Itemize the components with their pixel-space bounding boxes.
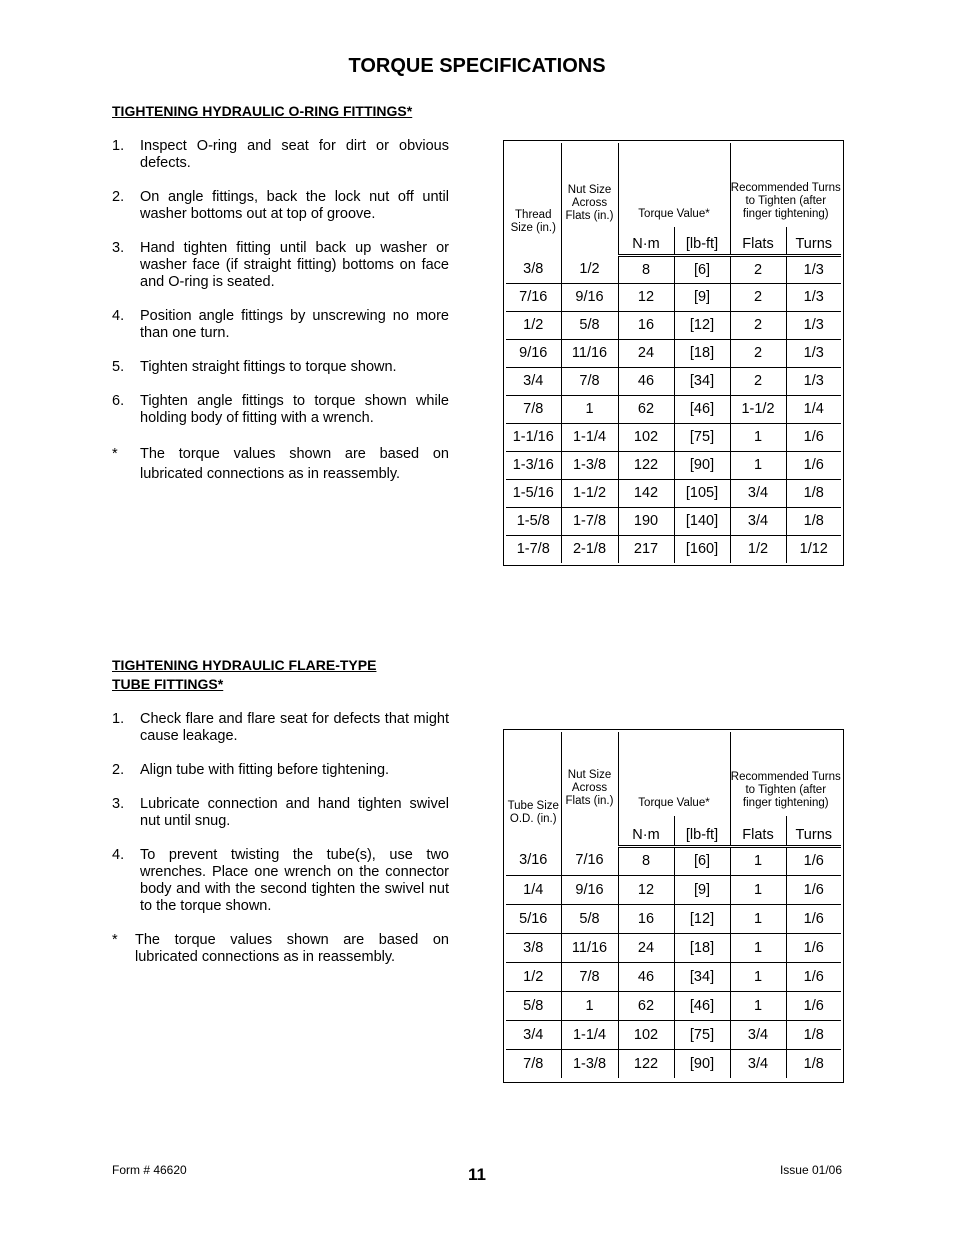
col-header-thread-size: Thread Size (in.)	[510, 209, 556, 234]
table-cell: [90]	[674, 1049, 730, 1078]
step-text: Position angle fittings by unscrewing no more than one turn.	[140, 308, 449, 341]
table-row	[506, 846, 841, 875]
issue-date: Issue 01/06	[779, 1163, 842, 1177]
table-cell: 1/4	[506, 875, 561, 904]
table-cell: [34]	[674, 962, 730, 991]
table-cell: 16	[618, 904, 674, 933]
table-row	[506, 423, 841, 451]
table-cell: 1/6	[786, 875, 841, 904]
flare-heading-line-2: TUBE FITTINGS*	[112, 676, 224, 692]
table-cell: [6]	[674, 846, 730, 875]
table-cell: 1/2	[561, 255, 618, 283]
table-cell: 1	[730, 933, 786, 962]
table-cell: 1/3	[786, 367, 841, 395]
table-cell: [18]	[674, 933, 730, 962]
oring-table-body	[506, 255, 841, 563]
table-cell: 7/16	[561, 846, 618, 875]
table-cell: 24	[618, 933, 674, 962]
table-cell: 1/6	[786, 962, 841, 991]
step-text: To prevent twisting the tube(s), use two wrenches. Place one wrench on the connector body and with the second tighten the swivel nut to the torque shown.	[140, 847, 449, 914]
page-title: TORQUE SPECIFICATIONS	[348, 55, 606, 77]
table-cell: 3/4	[730, 479, 786, 507]
flare-heading	[112, 656, 376, 694]
table-cell: 46	[618, 367, 674, 395]
step-number: 6.	[112, 393, 125, 409]
table-cell: [9]	[674, 283, 730, 311]
table-row	[506, 875, 841, 904]
table-cell: 16	[618, 311, 674, 339]
table-cell: 3/4	[730, 1049, 786, 1078]
step-text: On angle fittings, back the lock nut off until washer bottoms out at top of groove.	[140, 189, 449, 222]
table-cell: 1-7/8	[506, 535, 561, 563]
table-row	[506, 339, 841, 367]
table-cell: 11/16	[561, 933, 618, 962]
table-cell: 122	[618, 1049, 674, 1078]
sub-header-nm: N·m	[618, 227, 674, 255]
table-cell: [140]	[674, 507, 730, 535]
table-cell: 1-1/2	[561, 479, 618, 507]
note-text: The torque values shown are based on lubricated connections as in reassembly.	[140, 446, 449, 482]
table-cell: 5/16	[506, 904, 561, 933]
table-cell: 7/8	[561, 962, 618, 991]
flare-note	[112, 932, 449, 966]
oring-torque-table	[503, 140, 844, 566]
table-row	[506, 1020, 841, 1049]
oring-note	[112, 444, 449, 484]
table-cell: 1-3/16	[506, 451, 561, 479]
table-cell: 1/6	[786, 991, 841, 1020]
table-cell: 1/6	[786, 423, 841, 451]
table-cell: 217	[618, 535, 674, 563]
col-header-recommended-turns: Recommended Turns to Tighten (after finger tightening)	[730, 732, 841, 816]
table-cell: 9/16	[561, 283, 618, 311]
flare-steps	[112, 711, 449, 966]
table-cell: 1-1/2	[730, 395, 786, 423]
table-cell: 1/3	[786, 339, 841, 367]
table-cell: [90]	[674, 451, 730, 479]
step-number: 1.	[112, 711, 125, 727]
table-cell: [75]	[674, 1020, 730, 1049]
table-cell: [105]	[674, 479, 730, 507]
table-cell: 1-5/8	[506, 507, 561, 535]
table-cell: 1/2	[506, 962, 561, 991]
table-cell: 2	[730, 367, 786, 395]
oring-step-4	[112, 308, 449, 342]
table-cell: 1/6	[786, 451, 841, 479]
table-row	[506, 479, 841, 507]
flare-step-2	[112, 762, 449, 779]
table-cell: [46]	[674, 395, 730, 423]
table-cell: 24	[618, 339, 674, 367]
table-cell: 8	[618, 255, 674, 283]
table-cell: 5/8	[561, 904, 618, 933]
table-cell: 1/8	[786, 507, 841, 535]
sub-header-flats: Flats	[730, 816, 786, 846]
table-cell: 1-3/8	[561, 1049, 618, 1078]
table-cell: [12]	[674, 311, 730, 339]
table-cell: 1	[730, 904, 786, 933]
table-cell: 1/6	[786, 904, 841, 933]
table-row	[506, 367, 841, 395]
table-cell: 1-5/16	[506, 479, 561, 507]
table-cell: 1-1/16	[506, 423, 561, 451]
table-cell: [75]	[674, 423, 730, 451]
table-cell: 1	[730, 451, 786, 479]
table-cell: [12]	[674, 904, 730, 933]
oring-steps	[112, 138, 449, 484]
table-cell: 122	[618, 451, 674, 479]
step-number: 2.	[112, 189, 125, 205]
table-cell: 46	[618, 962, 674, 991]
table-cell: 3/8	[506, 933, 561, 962]
table-cell: 1/2	[730, 535, 786, 563]
table-cell: 1	[561, 991, 618, 1020]
table-cell: 1/8	[786, 1020, 841, 1049]
sub-header-turns: Turns	[786, 816, 841, 846]
table-row	[506, 451, 841, 479]
sub-header-turns: Turns	[786, 227, 841, 255]
table-cell: [18]	[674, 339, 730, 367]
flare-table	[506, 732, 841, 1078]
oring-step-2	[112, 189, 449, 223]
table-cell: 1-1/4	[561, 423, 618, 451]
table-row	[506, 933, 841, 962]
table-cell: 12	[618, 875, 674, 904]
table-cell: 1/2	[506, 311, 561, 339]
table-cell: 5/8	[506, 991, 561, 1020]
table-cell: 62	[618, 991, 674, 1020]
table-cell: 2	[730, 311, 786, 339]
table-cell: [6]	[674, 255, 730, 283]
step-text: Hand tighten fitting until back up washer or washer face (if straight fitting) bottoms on face and O-ring is seated.	[140, 240, 449, 290]
form-number: Form # 46620	[112, 1163, 187, 1177]
oring-step-6	[112, 393, 449, 427]
table-cell: 1/6	[786, 933, 841, 962]
flare-torque-table	[503, 729, 844, 1083]
table-cell: 1	[730, 991, 786, 1020]
table-cell: 9/16	[506, 339, 561, 367]
table-cell: [34]	[674, 367, 730, 395]
table-cell: 1	[561, 395, 618, 423]
table-cell: 3/8	[523, 260, 544, 277]
table-cell: 1/8	[786, 479, 841, 507]
step-number: 4.	[112, 847, 125, 863]
table-cell: 1	[730, 962, 786, 991]
table-cell: 8	[618, 846, 674, 875]
step-number: 4.	[112, 308, 125, 324]
step-text: Tighten angle fittings to torque shown while holding body of fitting with a wrench.	[140, 393, 449, 426]
table-row	[506, 904, 841, 933]
table-row	[506, 395, 841, 423]
step-number: 3.	[112, 240, 125, 256]
step-text: Tighten straight fittings to torque shown.	[140, 359, 397, 375]
table-cell: 1-3/8	[561, 451, 618, 479]
table-cell: 1/3	[786, 283, 841, 311]
table-cell: 2-1/8	[561, 535, 618, 563]
table-cell: 1/3	[786, 311, 841, 339]
page-number: 11	[468, 1165, 486, 1184]
table-cell: 9/16	[561, 875, 618, 904]
oring-table	[506, 143, 841, 563]
table-cell: 102	[618, 423, 674, 451]
step-number: 3.	[112, 796, 125, 812]
col-header-recommended-turns: Recommended Turns to Tighten (after finger tightening)	[730, 143, 841, 227]
sub-header-lbft: [lb-ft]	[674, 816, 730, 846]
table-row	[506, 283, 841, 311]
table-cell: [46]	[674, 991, 730, 1020]
table-cell: 1-1/4	[561, 1020, 618, 1049]
table-cell: 2	[730, 255, 786, 283]
table-cell: 2	[730, 339, 786, 367]
table-cell: 5/8	[561, 311, 618, 339]
col-header-nut-size: Nut Size Across Flats (in.)	[561, 143, 618, 255]
table-cell: 7/8	[506, 1049, 561, 1078]
flare-table-body	[506, 846, 841, 1078]
table-cell: 1-7/8	[561, 507, 618, 535]
table-cell: 3/4	[730, 1020, 786, 1049]
flare-step-3	[112, 796, 449, 830]
table-cell: 1/12	[786, 535, 841, 563]
col-header-torque-value: Torque Value*	[618, 143, 730, 227]
table-cell: 12	[618, 283, 674, 311]
step-text: Check flare and flare seat for defects that might cause leakage.	[140, 711, 449, 744]
oring-heading: TIGHTENING HYDRAULIC O-RING FITTINGS*	[112, 103, 413, 119]
table-cell: 11/16	[561, 339, 618, 367]
table-cell: 3/4	[506, 1020, 561, 1049]
table-cell: 1/4	[786, 395, 841, 423]
sub-header-nm: N·m	[618, 816, 674, 846]
step-number: 1.	[112, 138, 125, 154]
table-cell: 7/16	[506, 283, 561, 311]
oring-step-1	[112, 138, 449, 172]
table-cell: 7/8	[561, 367, 618, 395]
table-cell: 2	[730, 283, 786, 311]
table-cell: 3/16	[519, 852, 548, 869]
table-cell: 1	[730, 423, 786, 451]
note-asterisk: *	[112, 932, 118, 948]
note-asterisk: *	[112, 446, 118, 462]
table-cell: 1/3	[786, 255, 841, 283]
table-row	[506, 311, 841, 339]
table-row	[506, 962, 841, 991]
table-cell: 1/8	[786, 1049, 841, 1078]
table-cell: 62	[618, 395, 674, 423]
table-cell: 1/6	[786, 846, 841, 875]
table-cell: 3/4	[730, 507, 786, 535]
sub-header-lbft: [lb-ft]	[674, 227, 730, 255]
sub-header-flats: Flats	[730, 227, 786, 255]
table-row	[506, 255, 841, 283]
flare-step-4	[112, 847, 449, 915]
col-header-torque-value: Torque Value*	[618, 732, 730, 816]
oring-step-3	[112, 240, 449, 291]
table-cell: [9]	[674, 875, 730, 904]
step-number: 2.	[112, 762, 125, 778]
table-cell: [160]	[674, 535, 730, 563]
step-text: Align tube with fitting before tightening.	[140, 762, 390, 778]
col-header-nut-size: Nut Size Across Flats (in.)	[561, 732, 618, 846]
flare-heading-line-1: TIGHTENING HYDRAULIC FLARE-TYPE	[112, 657, 377, 673]
table-cell: 142	[618, 479, 674, 507]
step-text: Lubricate connection and hand tighten swivel nut until snug.	[140, 796, 449, 829]
table-cell: 102	[618, 1020, 674, 1049]
table-cell: 1	[730, 846, 786, 875]
oring-step-5	[112, 359, 449, 376]
table-cell: 1	[730, 875, 786, 904]
table-row	[506, 1049, 841, 1078]
table-row	[506, 991, 841, 1020]
col-header-tube-size: Tube Size O.D. (in.)	[507, 800, 559, 825]
flare-step-1	[112, 711, 449, 745]
table-cell: 3/4	[506, 367, 561, 395]
note-text: The torque values shown are based on lubricated connections as in reassembly.	[135, 932, 449, 965]
table-cell: 190	[618, 507, 674, 535]
table-row	[506, 507, 841, 535]
table-cell: 7/8	[506, 395, 561, 423]
table-row	[506, 535, 841, 563]
step-text: Inspect O-ring and seat for dirt or obvious defects.	[140, 138, 449, 171]
step-number: 5.	[112, 359, 125, 375]
